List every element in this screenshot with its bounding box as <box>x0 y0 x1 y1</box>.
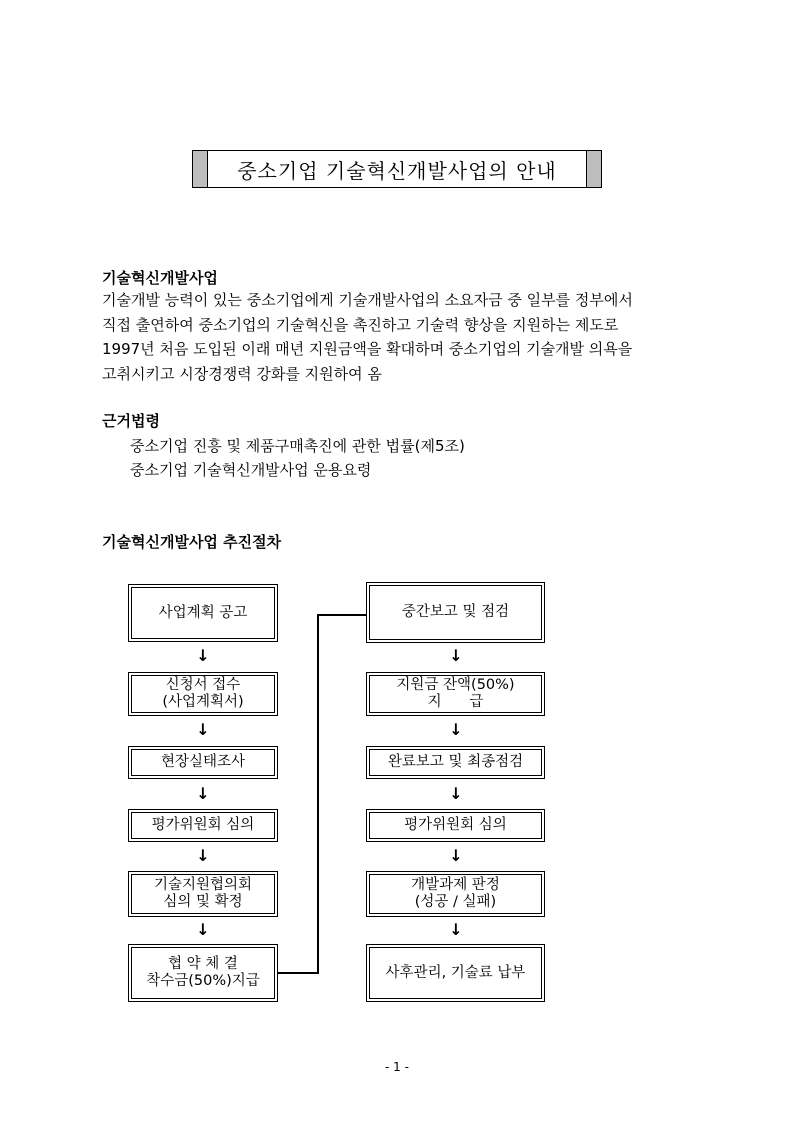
description-line: 기술개발 능력이 있는 중소기업에게 기술개발사업의 소요자금 중 일부를 정부에서 <box>102 291 633 309</box>
flow-step-sublabel: 착수금(50%)지급 <box>146 973 260 989</box>
document-title-box <box>192 150 602 188</box>
law-item: 중소기업 기술혁신개발사업 운용요령 <box>130 461 372 479</box>
flow-step-label: 현장실태조사 <box>160 754 246 770</box>
section-heading-program: 기술혁신개발사업 <box>102 269 218 287</box>
flow-step-followup <box>366 944 545 1002</box>
flow-step-site-inspection <box>128 746 278 779</box>
flow-step-judgment <box>366 871 545 917</box>
law-item: 중소기업 진흥 및 제품구매촉진에 관한 법률(제5조) <box>130 437 465 455</box>
program-description <box>102 288 722 386</box>
section-heading-law: 근거법령 <box>102 412 160 430</box>
arrow-down-icon: ↓ <box>449 720 463 739</box>
page-number: - 1 - <box>385 1060 409 1074</box>
arrow-down-icon: ↓ <box>449 920 463 939</box>
flow-step-application <box>128 672 278 716</box>
section-heading-procedure: 기술혁신개발사업 추진절차 <box>102 533 282 551</box>
flow-step-label: 중간보고 및 점검 <box>401 604 510 620</box>
flow-step-announcement <box>128 584 278 642</box>
flow-step-label: 신청서 접수 <box>165 677 241 693</box>
law-list <box>130 434 465 482</box>
flow-step-sublabel: 지 급 <box>427 694 484 710</box>
arrow-down-icon: ↓ <box>196 646 210 665</box>
flow-step-label: 지원금 잔액(50%) <box>396 677 515 693</box>
flow-step-evaluation <box>128 809 278 842</box>
flow-step-agreement <box>128 944 278 1002</box>
connector-line <box>317 614 319 974</box>
connector-line <box>317 614 366 616</box>
flow-step-label: 개발과제 판정 <box>411 877 500 893</box>
flow-step-final-report <box>366 746 545 779</box>
description-line: 직접 출연하여 중소기업의 기술혁신을 촉진하고 기술력 향상을 지원하는 제도로 <box>102 315 619 334</box>
arrow-down-icon: ↓ <box>449 846 463 865</box>
arrow-down-icon: ↓ <box>449 784 463 803</box>
flow-step-final-evaluation <box>366 809 545 842</box>
flow-step-label: 평가위원회 심의 <box>151 817 255 833</box>
flow-step-sublabel: 심의 및 확정 <box>163 894 243 910</box>
flow-step-interim-report <box>366 582 545 643</box>
flow-step-label: 사후관리, 기술료 납부 <box>385 964 526 981</box>
flow-step-label: 사업계획 공고 <box>158 604 248 621</box>
flow-step-council <box>128 871 278 917</box>
arrow-down-icon: ↓ <box>196 720 210 739</box>
arrow-down-icon: ↓ <box>196 784 210 803</box>
document-title: 중소기업 기술혁신개발사업의 안내 <box>237 158 557 183</box>
arrow-down-icon: ↓ <box>196 846 210 865</box>
flow-step-label: 평가위원회 심의 <box>404 817 507 833</box>
flow-step-label: 기술지원협의회 <box>153 877 253 893</box>
flow-step-label: 완료보고 및 최종점검 <box>387 754 524 770</box>
description-line: 1997년 처음 도입된 이래 매년 지원금액을 확대하며 중소기업의 기술개발 의욕을 <box>102 340 633 358</box>
flow-step-sublabel: (성공 / 실패) <box>414 894 497 910</box>
flow-step-sublabel: (사업계획서) <box>162 694 244 710</box>
connector-line <box>278 972 318 974</box>
flow-step-label: 협 약 체 결 <box>168 956 238 972</box>
arrow-down-icon: ↓ <box>449 646 463 665</box>
flow-step-balance-payment <box>366 672 545 716</box>
description-line: 고취시키고 시장경쟁력 강화를 지원하여 옴 <box>102 364 382 383</box>
arrow-down-icon: ↓ <box>196 920 210 939</box>
